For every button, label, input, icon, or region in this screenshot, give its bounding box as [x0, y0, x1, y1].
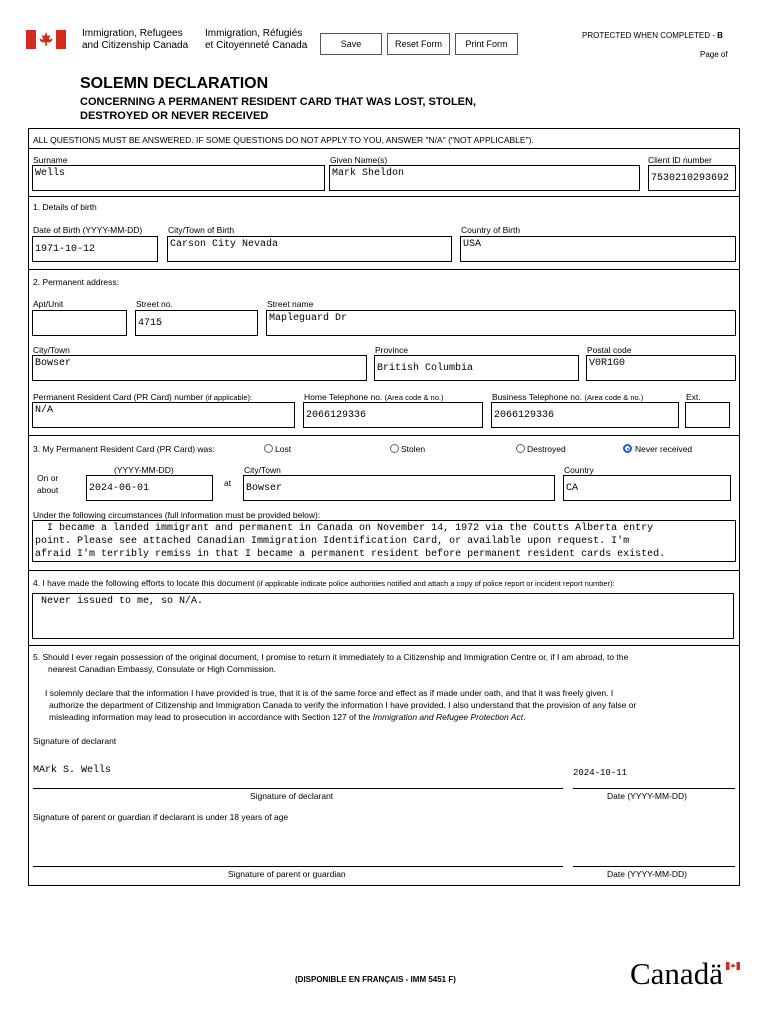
loss-country-label: Country [564, 465, 594, 475]
client-id-field[interactable]: 7530210293692 [648, 165, 736, 191]
surname-label: Surname [33, 155, 68, 165]
radio-never-received-label: Never received [635, 444, 693, 454]
loss-city-field[interactable]: Bowser [243, 475, 555, 501]
loss-city-label: City/Town [244, 465, 281, 475]
apt-label: Apt/Unit [33, 299, 64, 309]
signature-date-caption: Date (YYYY-MM-DD) [607, 791, 687, 801]
city-field[interactable]: Bowser [32, 355, 367, 381]
page-subtitle-1: CONCERNING A PERMANENT RESIDENT CARD THAT WAS LOST, STOLEN, [80, 96, 477, 108]
home-phone-label: Home Telephone no. (Area code & no.) [304, 392, 444, 402]
dept-name-en: Immigration, Refugees and Citizenship Canada [82, 28, 189, 51]
address-section-heading: 2. Permanent address: [33, 277, 119, 287]
instructions: ALL QUESTIONS MUST BE ANSWERED. IF SOME QUESTIONS DO NOT APPLY TO YOU, ANSWER "N/A" ("NOT APPLICABLE"). [33, 135, 534, 145]
circumstances-field[interactable]: I became a landed immigrant and permanent in Canada on November 14, 1972 via the Coutts Alberta entry point. Please see attached Canadian Immigration Identification Card, or available upon request. I'm afraid I'm terribly remiss in that I became a permanent resident before permanent resident cards existed. [32, 520, 736, 562]
circumstances-label: Under the following circumstances (full information must be provided below): [33, 510, 321, 520]
return-promise-text: 5. Should I ever regain possession of the original document, I promise to return it immediately to a Citizenship and Immigration Centre or, if I am abroad, to the nearest Canadian Embassy, Consulate or High Commission. [33, 652, 629, 674]
canada-flag-icon [26, 30, 66, 49]
status-section-heading: 3. My Permanent Resident Card (PR Card) was: [33, 444, 215, 454]
radio-lost-label: Lost [275, 444, 292, 454]
signature-caption: Signature of declarant [250, 791, 334, 801]
divider [28, 435, 740, 436]
signature-heading: Signature of declarant [33, 736, 117, 746]
signature-date-line [573, 788, 735, 789]
business-phone-field[interactable]: 2066129336 [491, 402, 679, 428]
at-label: at [224, 478, 232, 488]
birth-city-label: City/Town of Birth [168, 225, 235, 235]
province-field[interactable]: British Columbia [374, 355, 579, 381]
radio-stolen[interactable] [390, 444, 399, 453]
radio-destroyed[interactable] [516, 444, 525, 453]
divider [28, 269, 740, 270]
guardian-heading: Signature of parent or guardian if declarant is under 18 years of age [33, 812, 289, 822]
province-label: Province [375, 345, 409, 355]
page-subtitle-2: DESTROYED OR NEVER RECEIVED [80, 110, 269, 122]
street-name-label: Street name [267, 299, 314, 309]
birth-city-field[interactable]: Carson City Nevada [167, 236, 452, 262]
divider [28, 570, 740, 571]
birth-country-label: Country of Birth [461, 225, 521, 235]
signature-date-field[interactable]: 2024-10-11 [573, 768, 628, 778]
city-label: City/Town [33, 345, 70, 355]
divider [28, 645, 740, 646]
page-number: Page of [700, 50, 728, 59]
pr-card-field[interactable]: N/A [32, 402, 295, 428]
client-id-label: Client ID number [648, 155, 712, 165]
dept-name-fr: Immigration, Réfugiés et Citoyenneté Canada [205, 28, 308, 51]
home-phone-field[interactable]: 2066129336 [303, 402, 483, 428]
french-availability-note: (DISPONIBLE EN FRANÇAIS - IMM 5451 F) [295, 975, 456, 984]
given-name-label: Given Name(s) [330, 155, 388, 165]
apt-field[interactable] [32, 310, 127, 336]
divider [28, 196, 740, 197]
dob-label: Date of Birth (YYYY-MM-DD) [33, 225, 143, 235]
about-label: about [37, 485, 59, 495]
pr-card-label: Permanent Resident Card (PR Card) number (if applicable): [33, 392, 253, 402]
reset-form-button[interactable]: Reset Form [387, 33, 450, 55]
given-name-field[interactable]: Mark Sheldon [329, 165, 640, 191]
radio-never-received[interactable] [623, 444, 632, 453]
ext-field[interactable] [685, 402, 730, 428]
street-name-field[interactable]: Mapleguard Dr [266, 310, 736, 336]
dob-field[interactable]: 1971-10-12 [32, 236, 158, 262]
efforts-section-heading: 4. I have made the following efforts to locate this document (if applicable indicate police authorities notified and attach a copy of police report or incident report number): [33, 578, 615, 588]
radio-lost[interactable] [264, 444, 273, 453]
wordmark-flag-icon [726, 962, 740, 970]
guardian-signature-line [33, 866, 563, 867]
loss-date-field[interactable]: 2024-06-01 [86, 475, 213, 501]
loss-country-field[interactable]: CA [563, 475, 731, 501]
save-button[interactable]: Save [320, 33, 382, 55]
guardian-date-line [573, 866, 735, 867]
on-or-label: On or [37, 473, 59, 483]
postal-code-field[interactable]: V0R1G0 [586, 355, 736, 381]
protected-notice: PROTECTED WHEN COMPLETED - B [582, 31, 723, 40]
canada-wordmark: Canadä [630, 956, 723, 992]
signature-field[interactable]: MArk S. Wells [33, 765, 112, 776]
street-no-field[interactable]: 4715 [135, 310, 258, 336]
guardian-signature-caption: Signature of parent or guardian [228, 869, 346, 879]
loss-date-label: (YYYY-MM-DD) [114, 465, 174, 475]
solemn-declaration-text: I solemnly declare that the information I have provided is true, that it is of the same force and effect as if made under oath, and that it was freely given. I authorize the department of Citizenship and Immigration Canada to verify the information I have provided. I also understand that the provision of any false or misleading information may lead to prosecution in accordance with Section 127 of the Immigration and Refugee Protection Act. [45, 688, 637, 722]
ext-label: Ext. [686, 392, 701, 402]
radio-destroyed-label: Destroyed [527, 444, 566, 454]
page-title: SOLEMN DECLARATION [80, 75, 269, 92]
efforts-field[interactable]: Never issued to me, so N/A. [32, 593, 734, 639]
birth-country-field[interactable]: USA [460, 236, 736, 262]
radio-stolen-label: Stolen [401, 444, 426, 454]
divider [28, 148, 740, 149]
signature-line [33, 788, 563, 789]
guardian-date-caption: Date (YYYY-MM-DD) [607, 869, 687, 879]
birth-section-heading: 1. Details of birth [33, 202, 97, 212]
business-phone-label: Business Telephone no. (Area code & no.) [492, 392, 644, 402]
postal-code-label: Postal code [587, 345, 632, 355]
street-no-label: Street no. [136, 299, 173, 309]
print-form-button[interactable]: Print Form [455, 33, 518, 55]
surname-field[interactable]: Wells [32, 165, 325, 191]
